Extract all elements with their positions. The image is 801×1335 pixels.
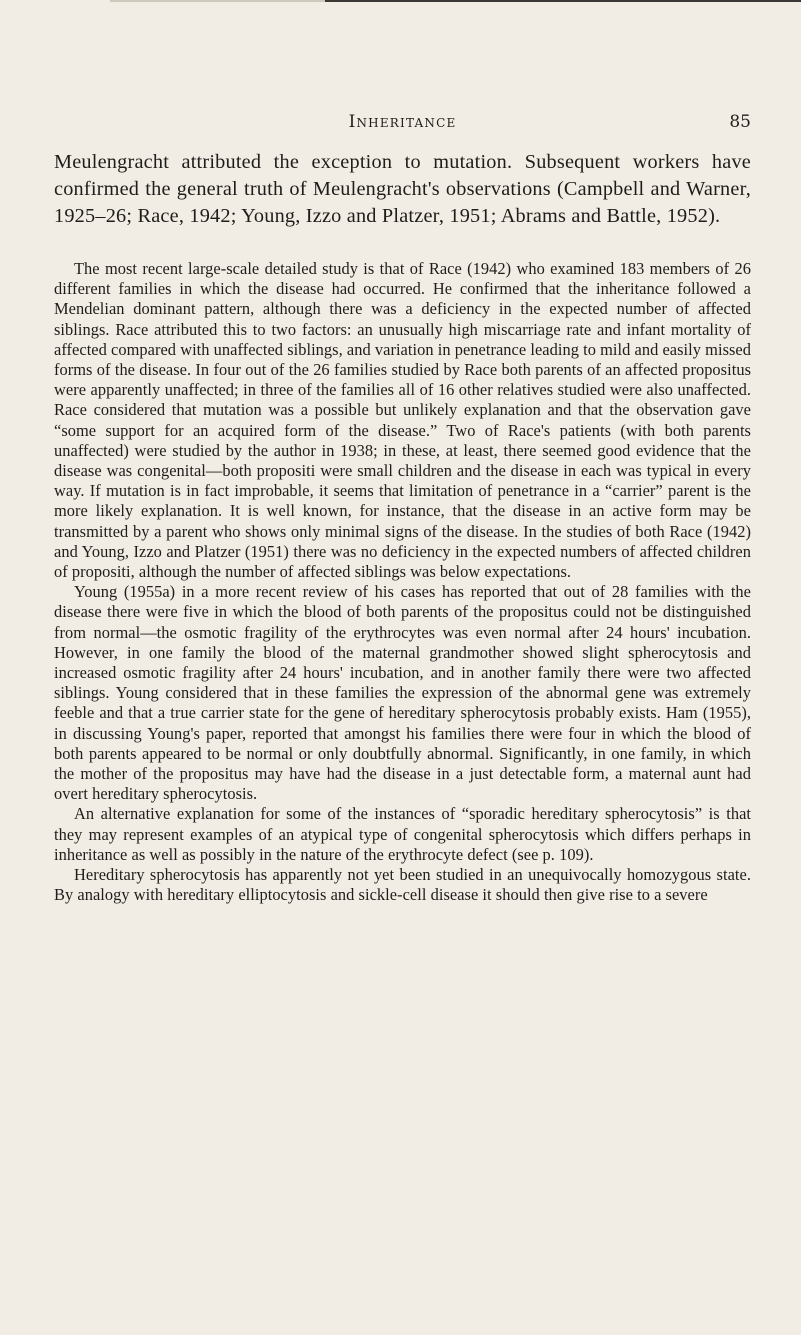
paragraph-young-review: Young (1955a) in a more recent review of his cases has reported that out of 28 families with the disease there were five in which the blood of both parents of the propositus could not be distinguished from normal—the osmotic fragility of the erythrocytes was even normal after 24 hours' incubation. However, in one family the blood of the maternal grandmother showed slight spherocytosis and increased osmotic fragility after 24 hours' incubation, and in another family there were two affected siblings. Young considered that in these families the expression of the abnormal gene was extremely feeble and that a true carrier state for the gene of hereditary spherocytosis probably exists. Ham (1955), in discussing Young's paper, reported that amongst his families there were four in which the blood of both parents appeared to be normal or only doubtfully abnormal. Significantly, in one family, in which the mother of the propositus may have had the disease in a just detectable form, a maternal aunt had overt hereditary spherocytosis. — [54, 582, 751, 804]
paragraph-race-study: The most recent large-scale detailed study is that of Race (1942) who examined 183 members of 26 different families in which the disease had occurred. He confirmed that the inheritance followed a Mendelian dominant pattern, although there was a deficiency in the expected number of affected siblings. Race attributed this to two factors: an unusually high miscarriage rate and infant mortality of affected compared with unaffected siblings, and variation in penetrance leading to mild and easily missed forms of the disease. In four out of the 26 families studied by Race both parents of an affected propositus were apparently unaffected; in three of the families all of 16 other relatives studied were also unaffected. Race considered that mutation was a possible but unlikely explanation and that the observation gave “some support for an acquired form of the disease.” Two of Race's patients (with both parents unaffected) were studied by the author in 1938; in these, at least, there seemed good evidence that the disease was congenital—both propositi were small children and the disease in each was typical in every way. If mutation is in fact improbable, it seems that limitation of penetrance in a “carrier” parent is the more likely explanation. It is well known, for instance, that the disease in an active form may be transmitted by a parent who shows only minimal signs of the disease. In the studies of both Race (1942) and Young, Izzo and Platzer (1951) there was no deficiency in the expected numbers of affected children of propositi, although the number of affected siblings was below expectations. — [54, 259, 751, 582]
lead-paragraph: Meulengracht attributed the exception to mutation. Subsequent workers have confirmed the general truth of Meulengracht's observations (Campbell and Warner, 1925–26; Race, 1942; Young, Izzo and Platzer, 1951; Abrams and Battle, 1952). — [54, 151, 751, 227]
top-edge-rule-dark — [325, 0, 801, 2]
paragraph-alternative-explanation: An alternative explanation for some of the instances of “sporadic hereditary spherocytosis” is that they may represent examples of an atypical type of congenital spherocytosis which differs perhaps in inheritance as well as possibly in the nature of the erythrocyte defect (see p. 109). — [54, 804, 751, 864]
paragraph-homozygous-state: Hereditary spherocytosis has apparently not yet been studied in an unequivocally homozygous state. By analogy with hereditary elliptocytosis and sickle-cell disease it should then give rise to a severe — [54, 865, 751, 905]
page-number: 85 — [729, 112, 751, 132]
page-header — [54, 112, 751, 138]
body-text — [54, 259, 751, 906]
running-head: Inheritance — [348, 112, 457, 132]
